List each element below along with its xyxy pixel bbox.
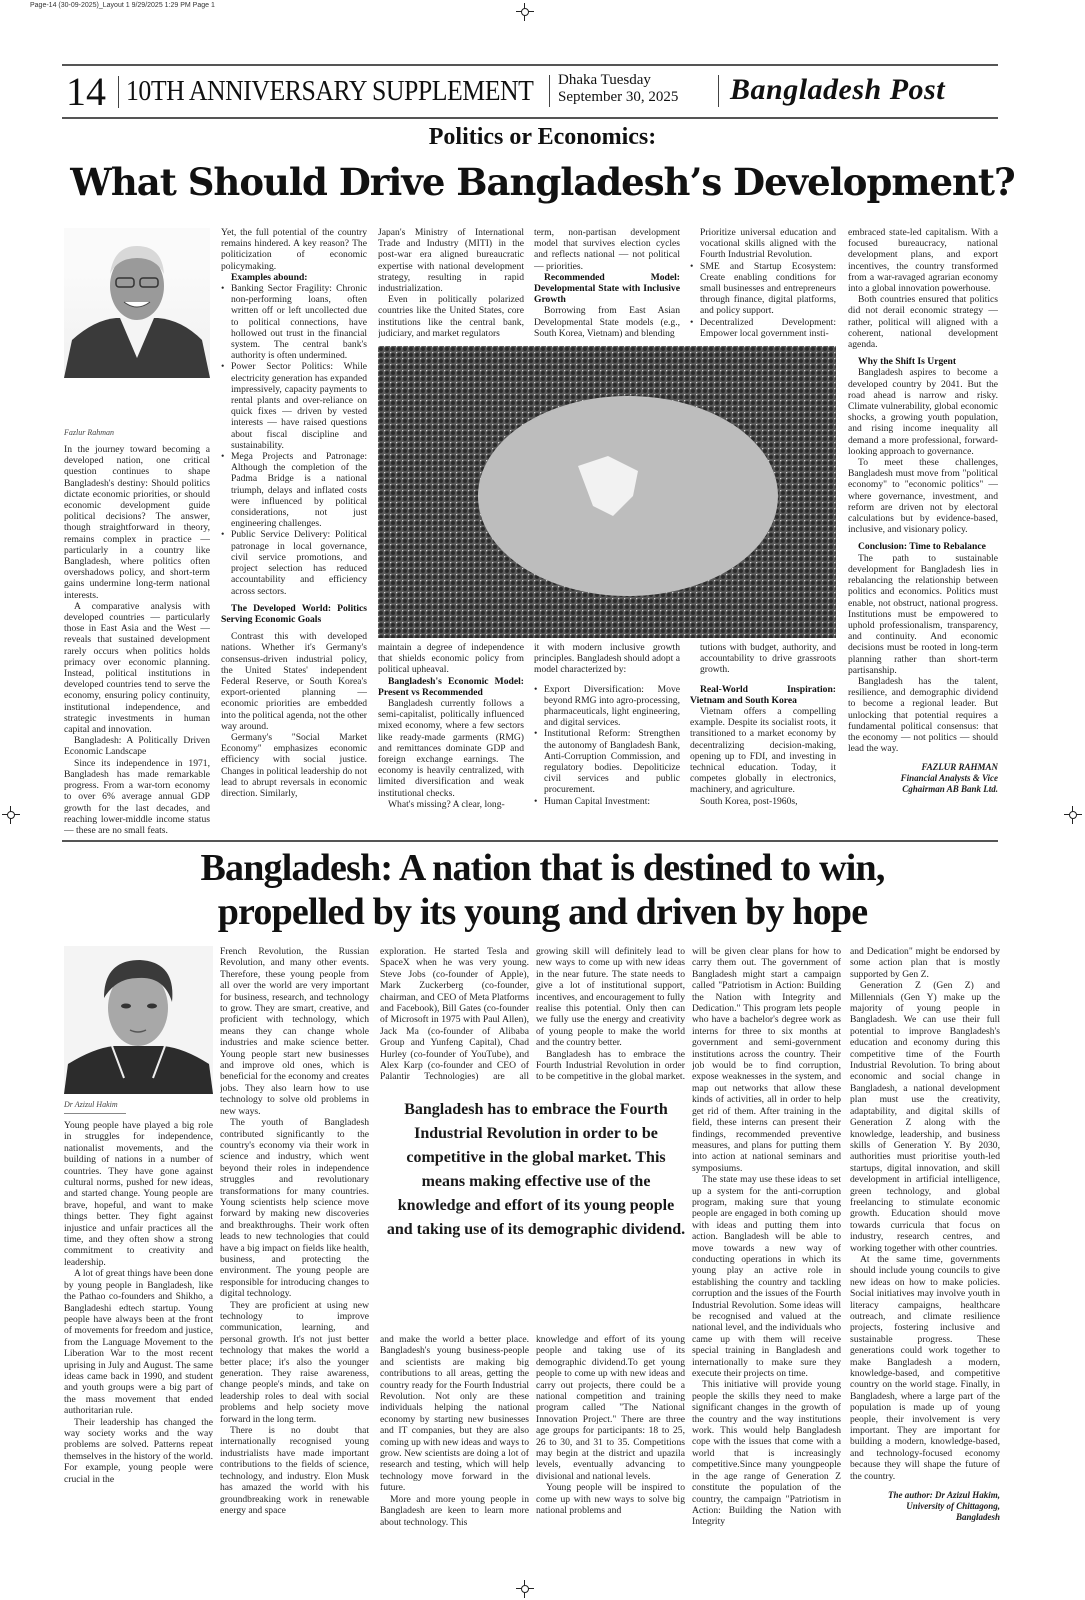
article2-column-3-bottom <box>380 1334 529 1560</box>
paragraph: At the same time, governments should include young councils to give new ideas on how to make policies. Social initiatives may involve youth in literacy campaigns, healthcare outreach, and climate resilience projects, fostering inclusive and sustainable progress. These generations could work together to make Bangladesh a modern, knowledge-based, and competitive country on the world stage. Finally, in Bangladesh, where a large part of the population is made up of young people, their involvement is very important. They are important for building a modern, knowledge-based, and technology-focused economy because they will shape the future of the country. <box>850 1253 1000 1482</box>
model-list <box>690 261 836 339</box>
article1-column-4-bottom <box>534 642 680 836</box>
subheading: Recommended Model: Developmental State with Inclusive Growth <box>534 271 680 306</box>
paragraph: tutions with budget, authority, and accountability to drive grassroots growth. <box>700 642 836 676</box>
paragraph: Bangladesh has to embrace the Fourth Industrial Revolution in order to be competitive in the global market. <box>536 1048 685 1083</box>
paragraph: The youth of Bangladesh contributed significantly to the country's economy via their work in science and industry, which went beyond their roles in independence struggles and revolutionary transformations for many countries. Young scientists help science move forward by making new discoveries and breakthroughs. Their work often leads to new technologies that could have a big impact on fields like health, business, and protecting the environment. The young people are responsible for introducing changes to digital technology. <box>220 1117 369 1300</box>
article2-column-4-bottom <box>536 1334 685 1560</box>
subheading: Examples abound: <box>231 271 308 283</box>
subheading: The Developed World: Politics Serving Economic Goals <box>221 602 367 625</box>
paragraph: it with modern inclusive growth principles. Bangladesh should adopt a model characterized by: <box>534 642 680 676</box>
paragraph: growing skill will definitely lead to new ways to come up with new ideas in the near future. The state needs to give a lot of institutional support, incentives, and encouragement to fully realise this potential. Only then can we fully use the energy and creativity of young people to make the world and the country better. <box>536 946 685 1049</box>
article2-column-4-top <box>536 946 685 1084</box>
examples-list <box>221 283 367 597</box>
page-number: 14 <box>66 69 106 114</box>
byline-title: Cghairman AB Bank Ltd. <box>902 784 998 795</box>
list-item: • Export Diversification: Move beyond RMG into agro-processing, pharmaceuticals, light engineering, and digital services. <box>544 684 680 729</box>
author-line: Bangladesh <box>955 1512 1000 1523</box>
newspaper-logo: Bangladesh Post <box>730 73 946 106</box>
article1-column-6 <box>848 227 998 836</box>
article1-column-5-top <box>690 227 836 343</box>
masthead-divider <box>718 75 719 107</box>
paragraph: More and more young people in Bangladesh are keen to learn more about technology. This <box>380 1493 529 1528</box>
registration-mark-icon <box>516 1580 534 1598</box>
printer-slug: Page-14 (30-09-2025)_Layout 1 9/29/2025 1:29 PM Page 1 <box>30 2 215 9</box>
registration-mark-icon <box>1064 806 1082 824</box>
author-photo-azizul-hakim <box>64 946 213 1094</box>
registration-mark-icon <box>516 3 534 21</box>
dateline <box>558 72 678 106</box>
article1-byline <box>848 762 998 795</box>
article1-column-1 <box>64 444 210 836</box>
paragraph: The path to sustainable development for Bangladesh lies in rebalancing the relationship between politics and economics. Politics must enable, not obstruct, national progress. Institutions must be empowered to uphold professionalism, transparency, and continuity. And economic decisions must be rooted in long-term planning rather than short-term partisanship. <box>848 552 998 676</box>
paragraph: What's missing? A clear, long- <box>388 798 505 810</box>
paragraph: will be given clear plans for how to carry them out. The government of Bangladesh might start a campaign called "Patriotism in Action: Building the Nation with Integrity and Dedication." This program lets people who have a bachelor's degree work as interns for three to six months at government and semi-government institutions across the country. Their job would be to find corruption, expose weaknesses in the system, and map out networks that allow these kinds of activities, all in order to help get rid of them. After training in the field, these interns can present their findings, recommended preventive measures, and plans for putting them into action at national seminars and symposiums. <box>692 946 841 1174</box>
list-item: • Human Capital Investment: <box>544 796 680 807</box>
reform-list <box>534 684 680 807</box>
paragraph: They are proficient at using new technology to improve communication, learning, and personal growth. It's not just better technology that makes the world a better place; it's also the younger generation. They raise awareness, change people's minds, and take on leadership roles to deal with social problems and help society move forward in the long term. <box>220 1299 369 1425</box>
article1-column-3-top <box>378 227 524 343</box>
paragraph: Generation Z (Gen Z) and Millennials (Gen Y) make up the majority of young people in Bangladesh. We can use their full potential to improve Bangladesh's education and economy during this competitive time of the Fourth Industrial Revolution. To bring about economic and social change in Bangladesh, a national development plan must use the creativity, adaptability, and digital skills of Generation Z along with the knowledge, leadership, and business skills of Generation Y. By 2030, authorities must prioritise youth-led startups, digital innovation, and skill development in artificial intelligence, green technology, and global freelancing to stimulate economic growth. Education should move towards curricula that focus on industry, research centres, and working together with other countries. <box>850 980 1000 1254</box>
article1-kicker: Politics or Economics: <box>428 124 657 150</box>
paragraph: Even in politically polarized countries like the United States, core institutions like the central bank, judiciary, and market regulators <box>378 294 524 339</box>
paragraph: Vietnam offers a compelling example. Despite its socialist roots, it transitioned to a market economy by decentralizing decision-making, opening up to FDI, and investing in technical education. Today, it competes globally in electronics, machinery, and agriculture. <box>690 706 836 796</box>
paragraph: Bangladesh currently follows a semi-capitalist, politically influenced mixed economy, where a few sectors like ready-made garments (RMG) and remittances dominate GDP and foreign exchange earnings. The economy is heavily centralized, with limited diversification and weak institutional checks. <box>378 698 524 799</box>
byline-title: Financial Analysts & Vice <box>900 773 998 784</box>
paragraph: To meet these challenges, Bangladesh must move from "political economy" to "economic politics" — where governance, investment, and reform are driven not by electoral calculations but by evidence-based, inclusive, and visionary policy. <box>848 457 998 536</box>
list-item: • Public Service Delivery: Political patronage in local governance, civil service promotions, and project selection has reduced accountability and efficiency across sectors. <box>231 529 367 596</box>
article-separator <box>62 840 998 842</box>
list-item: • Institutional Reform: Strengthen the autonomy of Bangladesh Bank, Anti-Corruption Commission, and regulatory bodies. Depoliticize civil services and public procurement. <box>544 728 680 795</box>
paragraph: A comparative analysis with developed countries — particularly those in East Asia and the West — reveals that sustained development rarely occurs when politics holds primacy over economic planning. Instead, political institutions in developed countries tend to serve the economy, ensuring policy continuity, institutional independence, and strategic investments in human capital and innovation. <box>64 600 210 736</box>
article2-column-6 <box>850 946 1000 1560</box>
article1-column-3-bottom <box>378 642 524 836</box>
subheading: Real-World Inspiration: Vietnam and South Korea <box>690 683 836 706</box>
masthead-divider <box>118 76 119 108</box>
paragraph: Bangladesh aspires to become a developed country by 2041. But the road ahead is narrow and risky. Climate vulnerability, global economic shocks, a growing youth population, and rising income inequality all demand a more professional, forward-looking approach to governance. <box>848 367 998 457</box>
headline-line: Bangladesh: A nation that is destined to win, <box>200 847 885 889</box>
subheading: Bangladesh's Economic Model: Present vs Recommended <box>378 675 524 698</box>
caption-underline <box>64 1113 126 1114</box>
headline-line: propelled by its young and driven by hope <box>217 891 868 933</box>
article2-column-2 <box>220 946 369 1560</box>
crowd-map-image-icon <box>378 346 836 638</box>
masthead-divider <box>549 75 550 107</box>
section-title: 10TH ANNIVERSARY SUPPLEMENT <box>126 76 534 107</box>
author-photo-fazlur-rahman <box>64 228 210 378</box>
paragraph: In the journey toward becoming a developed nation, one critical question continues to shape Bangladesh's destiny: Should politics dictate economic priorities, or should economic development guide political decisions? The answer, though straightforward in theory, remains complex in practice — particularly in a country like Bangladesh, where politics often overshadows policy, and short-term gains undermine long-term national interests. <box>64 444 210 601</box>
photo-caption: Dr Azizul Hakim <box>64 1100 118 1109</box>
article1-column-5-bottom <box>690 642 836 836</box>
paragraph: Bangladesh has the talent, resilience, and demographic dividend to become a regional leader. But unlocking that potential requires a fundamental political consensus: that the economy — not politics — should lead the way. <box>848 675 998 755</box>
subheading: Conclusion: Time to Rebalance <box>858 541 986 553</box>
photo-caption: Fazlur Rahman <box>64 428 114 437</box>
list-item: • Power Sector Politics: While electricity generation has expanded impressively, capacity payments to rental plants and over-reliance on quick fixes — driven by vested interests — have raised questions about fiscal discipline and sustainability. <box>231 361 367 451</box>
paragraph: Young people will be inspired to come up with new ways to solve big national problems and <box>536 1482 685 1517</box>
article2-author-credit <box>850 1490 1000 1523</box>
paragraph: embraced state-led capitalism. With a focused bureaucracy, national development plans, and export incentives, the country transformed from a war-ravaged agrarian economy into a global innovation powerhouse. <box>848 227 998 295</box>
article1-column-4-top <box>534 227 680 343</box>
article2-headline <box>0 846 1085 934</box>
paragraph: exploration. He started Tesla and SpaceX when he was very young. Steve Jobs (co-founder of Apple), Mark Zuckerberg (co-founder, chairman, and CEO of Meta Platforms and Facebook), Bill Gates (co-founder of Microsoft in 1975 with Paul Allen), Jack Ma (co-founder of Alibaba Group and Yunfeng Capital), Chad Hurley (co-founder of YouTube), and Alex Karp (co-founder and CEO of Palantir Technologies) are all <box>380 946 529 1083</box>
paragraph: Prioritize universal education and vocational skills aligned with the Fourth Industrial Revolution. <box>700 227 836 261</box>
paragraph: The state may use these ideas to set up a system for the anti-corruption program, making sure that young people are engaged in both coming up with ideas and putting them into action. Bangladesh will be able to move towards a new way of conducting operations in which its young play an active role in establishing the country and tackling corruption and the issues of the Fourth Industrial Revolution. Some ideas will be recognised and valued at the national level, and the individuals who came up with them will receive special training in Bangladesh and internationally to make sure they execute their projects on time. <box>692 1174 841 1380</box>
crowd-aerial-photo <box>378 346 836 638</box>
byline-name: FAZLUR RAHMAN <box>921 762 998 773</box>
subheading: Why the Shift Is Urgent <box>858 356 957 368</box>
article2-column-3-top <box>380 946 529 1084</box>
pull-quote: Bangladesh has to embrace the Fourth Industrial Revolution in order to be competitive in the global market. This means making effective use of the knowledge and effort of its young people and taking use of its demographic dividend. <box>386 1101 686 1238</box>
paragraph: and Dedication" might be endorsed by some action plan that is mostly supported by Gen Z. <box>850 946 1000 980</box>
paragraph: maintain a degree of independence that shields economic policy from political upheaval. <box>378 642 524 676</box>
article1-column-2 <box>221 227 367 836</box>
city-day: Dhaka Tuesday <box>558 72 651 88</box>
list-item: • Mega Projects and Patronage: Although the completion of the Padma Bridge is a national triumph, delays and inflated costs were influenced by political considerations, not just engineering challenges. <box>231 451 367 529</box>
article2-column-1 <box>64 1120 213 1560</box>
paragraph: Young people have played a big role in struggles for independence, nationalist movements, and the building of nations in a number of countries. They have gone against cultural norms, pushed for new ideas, and started change. Young people are brave, hopeful, and want to make things better. They fight against injustice and unfair practices all the time, and they often show a strong commitment to creativity and leadership. <box>64 1120 213 1268</box>
paragraph: There is no doubt that internationally recognised young industrialists have made important contributions to the fields of science, technology, and industry. Elon Musk has amazed the world with his groundbreaking work in renewable energy and space <box>220 1425 369 1516</box>
paragraph: Germany's "Social Market Economy" emphasizes economic efficiency with social justice. Changes in political leadership do not lead to abrupt reversals in economic direction. Similarly, <box>221 731 367 799</box>
masthead-top-rule <box>62 64 998 66</box>
list-item: • Decentralized Development: Empower local government insti- <box>700 317 836 339</box>
paragraph: Contrast this with developed nations. Whether it's Germany's consensus-driven industrial policy, the United States' independent Federal Reserve, or South Korea's export-oriented planning — economic priorities are embedded into the political agenda, not the other way around. <box>221 631 367 732</box>
registration-mark-icon <box>2 806 20 824</box>
paragraph: Both countries ensured that politics did not derail economic strategy — rather, political will aligned with a coherent, national development agenda. <box>848 294 998 351</box>
paragraph: Japan's Ministry of International Trade and Industry (MITI) in the post-war era aligned bureaucratic expertise with national development strategy, resulting in rapid industrialization. <box>378 227 524 295</box>
list-item: • Banking Sector Fragility: Chronic non-performing loans, often written off or left uncollected due to political connections, have hollowed out trust in the financial system. The central bank's authority is often undermined. <box>231 283 367 361</box>
paragraph: French Revolution, the Russian Revolution, and many other events. Therefore, these young people from all over the world are very important for business, research, and technology to grow. They are smart, creative, and proficient with technology, which means they can change whole industries and make science better. Young people start new businesses and improve old ones, which is beneficial for the economy and creates jobs. They also learn how to use technology to solve old problems in new ways. <box>220 946 369 1117</box>
paragraph: knowledge and effort of its young people and taking use of its demographic dividend.To get young people to come up with new ideas and carry out projects, there could be a national competition and training program called "The National Innovation Project." There are three age groups for participants: 18 to 25, 26 to 30, and 31 to 35. Competitions may begin at the district and upazila levels, eventually advancing to divisional and national levels. <box>536 1334 685 1482</box>
masthead-bottom-rule <box>62 117 998 119</box>
author-line: The author: Dr Azizul Hakim, <box>888 1490 1000 1501</box>
paragraph: term, non-partisan development model that survives election cycles and reflects national — not political — priorities. <box>534 227 680 272</box>
paragraph: Yet, the full potential of the country remains hindered. A key reason? The politicization of economic policymaking. <box>221 227 367 272</box>
paragraph: Their leadership has changed the way society works and the way problems are solved. Patterns repeat themselves in the history of the world. For example, young people were crucial in the <box>64 1416 213 1485</box>
subheading: Bangladesh: A Politically Driven Economic Landscape <box>64 735 210 758</box>
portrait-icon <box>64 946 213 1094</box>
paragraph: and make the world a better place. Bangladesh's young business-people and scientists are making big contributions to all areas, getting the country ready for the Fourth Industrial Revolution. Not only are these individuals helping the national economy by starting new businesses and IT companies, but they are also coming up with new ideas and ways to grow. New scientists are doing a lot of research and testing, which will help technology move forward in the future. <box>380 1334 529 1494</box>
paragraph: South Korea, post-1960s, <box>700 795 798 807</box>
author-line: University of Chittagong, <box>906 1501 1000 1512</box>
paragraph: This initiative will provide young people the skills they need to make significant changes in the growth of the country and the way institutions work. This would help Bangladesh cope with the issues that come with a world that is increasingly competitive.Since many youngpeople in the age range of Generation Z constitute the population of the country, the campaign "Patriotism in Action: Building the Nation with Integrity <box>692 1379 841 1528</box>
paragraph: Borrowing from East Asian Developmental State models (e.g., South Korea, Vietnam) and blending <box>534 305 680 339</box>
article1-headline: What Should Drive Bangladesh’s Development? <box>70 160 1015 204</box>
paragraph: Since its independence in 1971, Bangladesh has made remarkable progress. From a war-torn economy to over 6% average annual GDP growth for the last decades, and reaching lower-middle income status — these are no small feats. <box>64 757 210 836</box>
list-item: • SME and Startup Ecosystem: Create enabling conditions for small businesses and entrepreneurs through finance, digital platforms, and policy support. <box>700 261 836 317</box>
paragraph: A lot of great things have been done by young people in Bangladesh, like the Pathao co-founders and Shikho, a Bangladeshi edtech startup. Young people have always been at the front of movements for freedom and justice, from the Language Movement to the Liberation War to the most recent uprising in July and August. The same ideas came back in 1990, and student and youth groups were a big part of the mass movement that ended authoritarian rule. <box>64 1268 213 1417</box>
issue-date: September 30, 2025 <box>558 89 679 105</box>
portrait-icon <box>64 228 210 378</box>
article2-column-5 <box>692 946 841 1560</box>
